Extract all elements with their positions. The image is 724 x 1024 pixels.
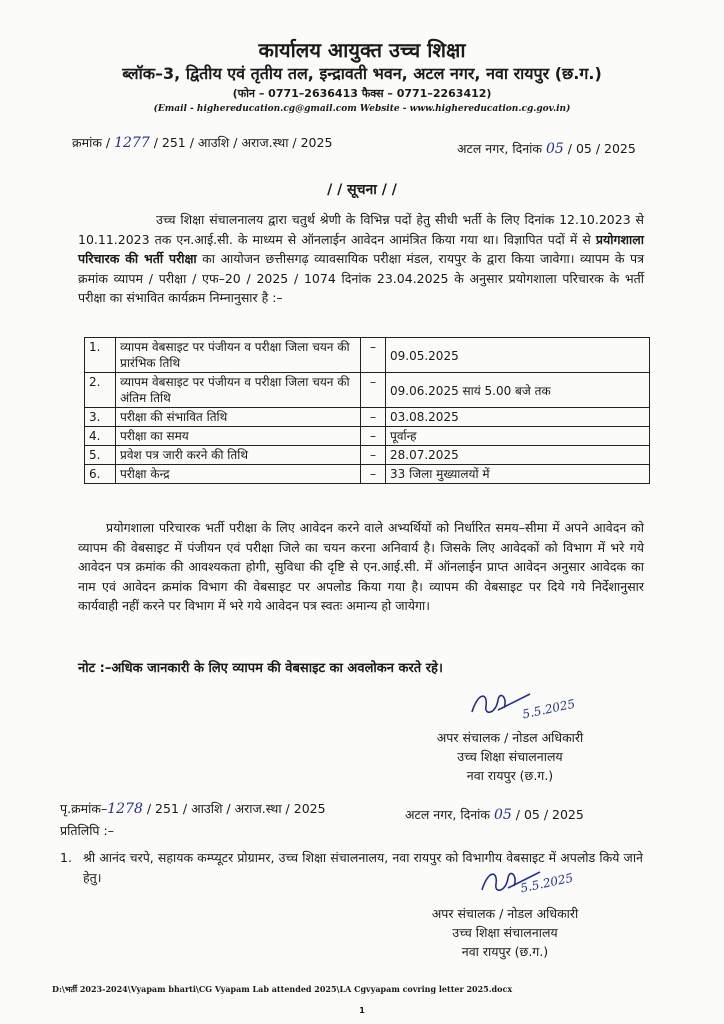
schedule-serial: 3. [85,408,116,427]
signatory-office: उच्च शिक्षा संचालनालय [457,749,563,764]
schedule-dash: – [361,427,386,446]
paragraph-instructions: प्रयोगशाला परिचारक भर्ती परीक्षा के लिए आवेदन करने वाले अभ्यर्थियों को निर्धारित समय–सीमा में अपने आवेदन को व्यापम की वेबसाइट में पंजीयन एवं परीक्षा जिले का चयन करना अनिवार्य है। जिसके लिए आवेदकों को विभाग में भरे गये आवेदन पत्र क्रमांक की आवश्यकता होगी, सुविधा की दृष्टि से एन.आई.सी. में ऑनलाईन प्राप्त आवेदन अनुसार आवेदक का नाम एवं आवेदन क्रमांक विभाग की वेबसाइट पर अपलोड किया गया है। व्यापम की वेबसाइट पर दिये गये निर्देशानुसार कार्यवाही नहीं करने पर विभाग में भरे गये आवेदन पत्र स्वतः अमान्य हो जायेगा। [78,520,644,613]
handwritten-day-2: 05 [493,807,512,823]
copy-label: प्रतिलिपि :– [60,823,114,838]
signature-1-date: 5.5.2025 [521,696,577,722]
place-date-2 [405,806,584,823]
schedule-event: प्रवेश पत्र जारी करने की तिथि [116,446,361,465]
intro-text-b: का आयोजन छत्तीसगढ़ व्यावसायिक परीक्षा मंडल, रायपुर के द्वारा किया जावेगा। व्यापम के पत्र क्रमांक व्यापम / परीक्षा / एफ–20 / 2025 / 1074 दिनांक 23.04.2025 के अनुसार प्रयोगशाला परिचारक के भर्ती परीक्षा का संभावित कार्यक्रम निम्नानुसार है :– [78,251,644,305]
ref2-prefix: पृ.क्रमांक– [60,801,108,816]
signatory-designation: अपर संचालक / नोडल अधिकारी [436,730,584,745]
schedule-dash: – [361,338,386,373]
schedule-event: व्यापम वेबसाइट पर पंजीयन व परीक्षा जिला चयन की प्रारंभिक तिथि [116,338,361,373]
schedule-row [85,427,650,446]
office-title: कार्यालय आयुक्त उच्च शिक्षा [258,38,466,62]
place-date-label-2: अटल नगर, दिनांक [405,807,490,822]
ref-suffix: / 251 / आउशि / अराज.स्था / 2025 [153,135,333,150]
schedule-value: 33 जिला मुख्यालयों में [386,465,650,484]
schedule-value: पूर्वान्ह [386,427,650,446]
schedule-table [84,337,650,484]
schedule-serial: 1. [85,338,116,373]
schedule-value: 28.07.2025 [386,446,650,465]
ref2-suffix: / 251 / आउशि / अराज.स्था / 2025 [146,801,326,816]
schedule-dash: – [361,408,386,427]
schedule-value: 03.08.2025 [386,408,650,427]
schedule-dash: – [361,373,386,408]
schedule-event: परीक्षा की संभावित तिथि [116,408,361,427]
page-number: 1 [359,1006,365,1015]
signatory-office-2: उच्च शिक्षा संचालनालय [452,925,558,940]
handwritten-day: 05 [545,141,564,157]
schedule-dash: – [361,465,386,484]
schedule-row [85,373,650,408]
office-phone: (फोन – 0771–2636413 फैक्स – 0771–2263412) [232,87,492,100]
signatory-block-1 [400,728,620,785]
office-email-website: (Email - highereducation.cg@gmail.com Website - www.highereducation.cg.gov.in) [153,104,571,114]
schedule-event: व्यापम वेबसाइट पर पंजीयन व परीक्षा जिला चयन की अंतिम तिथि [116,373,361,408]
date-suffix-2: / 05 / 2025 [515,807,584,822]
schedule-serial: 2. [85,373,116,408]
signatory-place-2: नवा रायपुर (छ.ग.) [461,944,549,959]
intro-text-a: उच्च शिक्षा संचालनालय द्वारा चतुर्थ श्रेणी के विभिन्न पदों हेतु सीधी भर्ती के लिए दिनांक 12.10.2023 से 10.11.2023 तक एन.आई.सी. के माध्यम से ऑनलाईन आवेदन आमंत्रित किया गया था। विज्ञापित पदों में से [78,212,644,247]
note-line: नोट :–अधिक जानकारी के लिए व्यापम की वेबसाइट का अवलोकन करते रहे। [78,661,443,676]
signature-2-date: 5.5.2025 [519,870,575,896]
intro-bold-text: प्रयोगशाला परिचारक की भर्ती परीक्षा [78,231,644,266]
office-address: ब्लॉक–3, द्वितीय एवं तृतीय तल, इन्द्रावती भवन, अटल नगर, नवा रायपुर (छ.ग.) [122,64,602,83]
reference-number-1 [72,134,332,151]
schedule-value: 09.05.2025 [386,338,650,373]
schedule-serial: 4. [85,427,116,446]
schedule-value: 09.06.2025 सायं 5.00 बजे तक [386,373,650,408]
footer-file-path: D:\भर्ती 2023-2024\Vyapam bharti\CG Vyapam Lab attended 2025\LA Cgvyapam covring letter 2025.docx [52,984,513,994]
signatory-designation-2: अपर संचालक / नोडल अधिकारी [431,906,579,921]
schedule-serial: 6. [85,465,116,484]
schedule-serial: 5. [85,446,116,465]
place-date-label: अटल नगर, दिनांक [457,141,542,156]
place-date-1 [457,140,636,157]
schedule-row [85,465,650,484]
paragraph-intro [78,210,644,308]
signatory-block-2 [395,904,615,961]
copy-item-text: श्री आनंद चरपे, सहायक कम्प्यूटर प्रोग्रामर, उच्च शिक्षा संचालनालय, नवा रायपुर को विभागीय वेबसाइट में अपलोड किये जाने हेतु। [83,850,643,885]
date-suffix: / 05 / 2025 [567,141,636,156]
schedule-row [85,408,650,427]
ref2-handwritten-number: 1278 [107,801,143,817]
ref-prefix: क्रमांक / [72,135,111,150]
schedule-row [85,338,650,373]
schedule-event: परीक्षा का समय [116,427,361,446]
schedule-event: परीक्षा केन्द्र [116,465,361,484]
notice-heading: / / सूचना / / [327,182,397,198]
signatory-place: नवा रायपुर (छ.ग.) [466,768,554,783]
schedule-row [85,446,650,465]
schedule-dash: – [361,446,386,465]
copy-item-number: 1. [60,850,72,865]
reference-number-2 [60,800,326,817]
ref-handwritten-number: 1277 [114,135,150,151]
